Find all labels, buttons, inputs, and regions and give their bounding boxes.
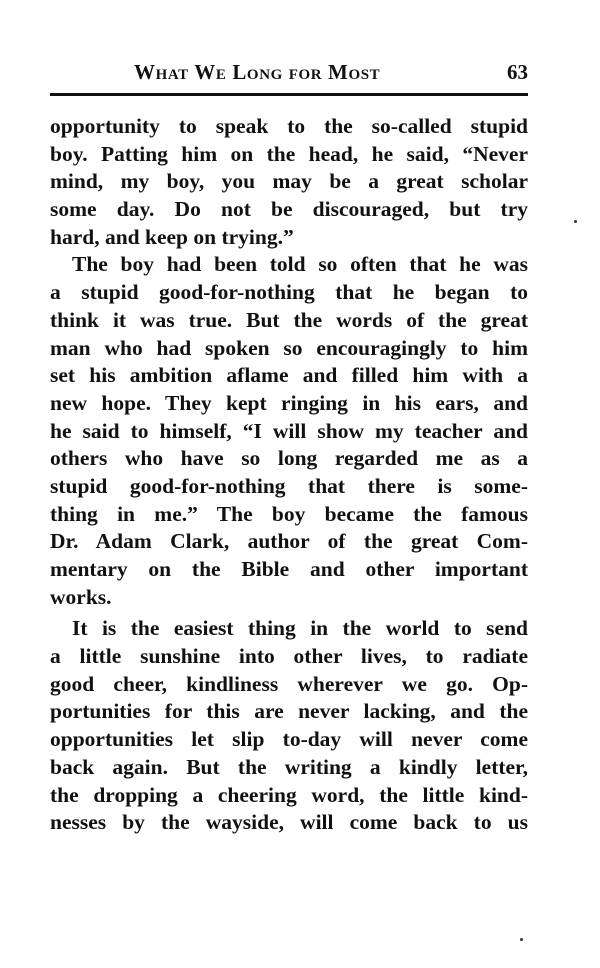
text-line: boy. Patting him on the head, he said, “Never (50, 141, 528, 166)
page-header (50, 56, 528, 90)
paragraph-2 (50, 251, 528, 611)
text-line: Dr. Adam Clark, author of the great Com- (50, 529, 528, 554)
paragraph-1 (50, 113, 528, 251)
text-line: a little sunshine into other lives, to radiate (50, 644, 528, 669)
text-line: thing in me.” The boy became the famous (50, 501, 528, 526)
text-line: the dropping a cheering word, the little kind- (50, 782, 528, 807)
text-line: The boy had been told so often that he was (72, 252, 528, 277)
text-line: a stupid good-for-nothing that he began to (50, 280, 528, 305)
text-line: It is the easiest thing in the world to send (72, 616, 528, 641)
print-speck (520, 938, 523, 941)
text-line: some day. Do not be discouraged, but try (50, 197, 528, 222)
text-line: others who have so long regarded me as a (50, 446, 528, 471)
body-text (50, 113, 528, 837)
text-line: opportunity to speak to the so-called stupid (50, 114, 528, 138)
text-line: set his ambition aflame and filled him with a (50, 363, 528, 388)
text-line: portunities for this are never lacking, and the (50, 699, 528, 724)
text-line: stupid good-for-nothing that there is some- (50, 473, 528, 498)
text-line: he said to himself, “I will show my teacher and (50, 418, 528, 443)
paragraph-3 (50, 615, 528, 837)
text-line: works. (50, 584, 112, 609)
text-line: mentary on the Bible and other important (50, 557, 528, 581)
text-line: mind, my boy, you may be a great scholar (50, 169, 528, 194)
text-line: back again. But the writing a kindly letter, (50, 754, 528, 779)
text-line: new hope. They kept ringing in his ears, and (50, 390, 528, 415)
text-line: good cheer, kindliness wherever we go. Op- (50, 671, 528, 696)
print-speck (574, 220, 577, 223)
page-number: 63 (507, 60, 528, 84)
running-head: What We Long for Most (134, 60, 381, 84)
text-line: man who had spoken so encouragingly to him (50, 335, 528, 360)
text-line: nesses by the wayside, will come back to us (50, 810, 528, 835)
text-line: think it was true. But the words of the great (50, 307, 528, 332)
header-rule (50, 93, 528, 96)
text-line: hard, and keep on trying.” (50, 224, 294, 249)
text-line: opportunities let slip to-day will never come (50, 727, 528, 752)
